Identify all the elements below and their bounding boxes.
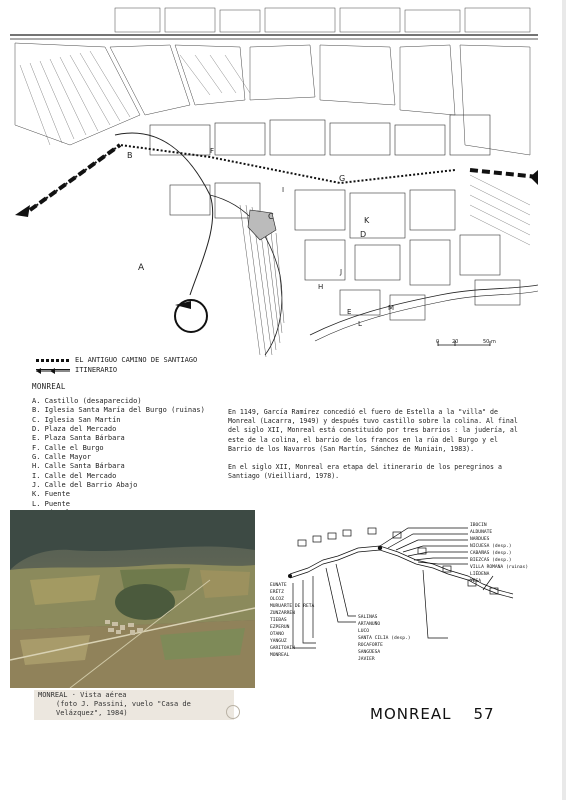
list-item: I. Calle del Mercado: [32, 471, 117, 480]
list-item: B. Iglesia Santa María del Burgo (ruinas): [32, 406, 205, 415]
route-label-left: TIEBAS: [270, 618, 287, 623]
route-label-left: ZUNZARREN: [270, 611, 295, 616]
map-label-m: M: [388, 304, 395, 312]
photo-caption: [34, 690, 234, 720]
legend-route-row: [36, 355, 197, 365]
footer-title: MONREAL: [370, 705, 452, 723]
route-label-left: EZPERUN: [270, 625, 290, 630]
route-label-right: CABAÑAS (desp.): [470, 551, 512, 556]
map-label-k: K: [364, 216, 370, 225]
route-label-right: YESA: [470, 579, 482, 584]
map-label-d: D: [360, 230, 367, 239]
legend-itinerary-row: [36, 365, 197, 375]
route-label-middle: SANGÜESA: [358, 650, 381, 655]
route-label-right: IBOCIN: [470, 523, 487, 528]
list-item: F. Calle el Burgo: [32, 443, 104, 452]
route-label-middle: SANTA CILIA (desp.): [358, 636, 411, 641]
route-label-middle: ROCAFORTE: [358, 643, 383, 648]
route-swatch-icon: [36, 359, 70, 362]
caption-line-2: (foto J. Passini, vuelo "Casa de Velázquez", 1984): [56, 700, 191, 717]
route-label-right: NICUESA (desp.): [470, 544, 512, 549]
map-label-e: E: [347, 308, 352, 316]
route-label-left: OTANO: [270, 632, 284, 637]
map-label-c: C: [268, 212, 274, 221]
route-label-right: ALDUNATE: [470, 530, 493, 535]
section-title: MONREAL: [32, 382, 66, 391]
route-label-middle: JAVIER: [358, 657, 375, 662]
list-item: A. Castillo (desaparecido): [32, 397, 142, 405]
map-label-b: B: [127, 151, 133, 160]
page-footer: [370, 705, 495, 723]
scale-zero: 0: [436, 339, 440, 345]
route-label-right: NARDUES: [470, 537, 490, 542]
list-item: D. Plaza del Mercado: [32, 425, 117, 434]
history-text: [228, 408, 518, 490]
map-legend: [32, 354, 201, 376]
route-label-right: VILLA ROMANA (ruinas): [470, 565, 529, 570]
route-label-middle: SALINAS: [358, 615, 378, 620]
archive-stamp-icon: [226, 705, 240, 719]
itinerary-arrow-icon: [36, 367, 70, 373]
aerial-photo: [10, 510, 255, 688]
scale-end: 50 m: [483, 339, 496, 345]
page-number: 57: [473, 705, 495, 723]
list-item: H. Calle Santa Bárbara: [32, 462, 125, 471]
route-label-left: YANGUZ: [270, 639, 287, 644]
route-label-middle: ARTANUÑO: [358, 622, 381, 627]
route-label-left: GARITOAIN: [270, 646, 295, 651]
map-label-l: L: [358, 320, 362, 328]
history-paragraph-1: En 1149, García Ramírez concedió el fuero de Estella a la "villa" de Monreal (Lacarra, 1949) y después tuvo castillo sobre la colina. Al final del siglo XII, Monreal está constituido por tres barrios : la judería, al este de la colina, el barrio de los francos en la rúa del Burgo y el Barrio de los Navarros (San Martín, Sánchez de Muniain, 1983).: [228, 408, 518, 453]
list-item: C. Iglesia San Martín: [32, 415, 121, 424]
list-item: J. Calle del Barrio Abajo: [32, 481, 138, 490]
scale-mid: 20: [452, 339, 459, 345]
caption-line-1: MONREAL · Vista aérea: [38, 691, 127, 699]
map-label-h: H: [318, 283, 324, 291]
route-label-left: OLCOZ: [270, 597, 284, 602]
map-label-j: J: [340, 268, 343, 276]
map-label-f: F: [210, 147, 215, 155]
list-item: K. Fuente: [32, 490, 70, 499]
town-map: [10, 5, 538, 377]
route-label-left: ERÉTZ: [270, 590, 284, 595]
map-label-a: A: [138, 263, 145, 273]
route-label-left: MONREAL: [270, 653, 290, 658]
route-label-right: BIEZCAS (desp.): [470, 558, 512, 563]
places-list: [32, 397, 232, 518]
legend-itinerary-label: ITINERARIO: [75, 366, 118, 374]
list-item: E. Plaza Santa Bárbara: [32, 434, 125, 443]
page-edge-shadow: [562, 0, 566, 800]
route-label-left: EUNATE: [270, 583, 287, 588]
route-diagram: [268, 518, 542, 666]
map-label-g: G: [339, 174, 346, 183]
list-item: L. Puente: [32, 499, 70, 508]
route-label-left: MURUARTE DE RETA: [270, 604, 315, 609]
route-label-right: LIÉDENA: [470, 572, 490, 577]
list-item: G. Calle Mayor: [32, 453, 92, 462]
history-paragraph-2: En el siglo XII, Monreal era etapa del itinerario de los peregrinos a Santiago (Vieilliard, 1978).: [228, 463, 502, 481]
map-label-i: I: [282, 186, 285, 194]
route-label-middle: LUCO: [358, 629, 370, 634]
legend-route-label: EL ANTIGUO CAMINO DE SANTIAGO: [75, 356, 198, 364]
